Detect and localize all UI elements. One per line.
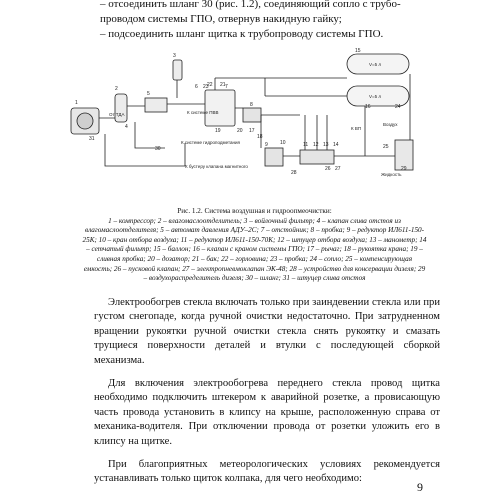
callout-number: 27 xyxy=(335,166,341,172)
callout-number: 6 xyxy=(195,84,198,90)
callout-number: 5 xyxy=(147,91,150,97)
label-air: Воздух xyxy=(383,122,398,127)
callout-number: 13 xyxy=(323,142,329,148)
label-to-brake: К бустеру клапана магнитного xyxy=(185,164,248,169)
callout-number: 9 xyxy=(265,142,268,148)
callout-number: 18 xyxy=(257,134,263,140)
paragraph-2: Для включения электрообогрева переднего стекла провод щитка необходимо подключить штекером к аварийной розетке, а провисающую часть провода установить в клипсу на крыше, расположенную справа от механика-водителя. При отключении провода от розетки уложить его в клипсу на щитке. xyxy=(94,378,440,447)
label-to-gpo: К системе гидроподметания xyxy=(181,140,240,145)
callout-number: 19 xyxy=(215,128,221,134)
valves-group xyxy=(300,150,334,164)
intro-instructions xyxy=(100,0,430,42)
branch-pipe xyxy=(135,122,165,148)
figure-caption xyxy=(82,207,427,284)
callout-number: 24 xyxy=(395,104,401,110)
moisture-separator xyxy=(115,94,127,122)
caption-title: Рис. 1.2. Система воздушная и гидроопмеочистки: xyxy=(177,207,332,215)
callout-number: 4 xyxy=(125,124,128,130)
callout-number: 10 xyxy=(280,140,286,146)
callout-number: 31 xyxy=(89,136,95,142)
body-text xyxy=(94,296,440,487)
callout-number: 23 xyxy=(203,84,209,90)
felt-filter xyxy=(173,60,182,80)
callout-number: 28 xyxy=(291,170,297,176)
label-tank-2: V=5 л xyxy=(369,94,382,99)
pressure-regulator xyxy=(145,98,167,112)
callout-number: 25 xyxy=(383,144,389,150)
valve-block xyxy=(243,108,261,122)
page-number: 9 xyxy=(417,480,423,494)
callout-number: 16 xyxy=(365,104,371,110)
callout-number: 30 xyxy=(155,146,161,152)
diagram-svg xyxy=(65,48,440,200)
label-fluid: Жидкость xyxy=(381,172,402,177)
caption-legend: 1 – компрессор; 2 – влагомаслоотделитель; 3 – войлочный фильтр; 4 – клапан слива отстоя из влагомаслоотделителя; 5 – автомат давления АДУ–2С; 7 – отстойник; 8 – пробка; 9 – редуктор ИЛ611-150-25К; 10 – кран отбора воздуха; 11 – редуктор ИЛ611-150-70К; 12 – штуцер отбора воздуха; 13 – манометр; 14 – сетчатый фильтр; 15 – баллон; 16 – клапан с краном системы ГПО; 17 – рычаг; 18 – рукоятка крана; 19 – сливная пробка; 20 – дозатор; 21 – бак; 22 – горловина; 23 – пробка; 24 – сопло; 25 – компенсирующая емкость; 26 – пусковой клапан; 27 – электропневмоклапан ЭК-48; 28 – устройство для консервации дизеля; 29 – воздухораспределитель дизеля; 30 – шланг; 31 – штуцер слива отстоя xyxy=(82,216,427,283)
intro-line-3: – подсоединить шланг щитка к трубопроводу системы ГПО. xyxy=(100,28,384,40)
label-to-pvv: К системе ПВВ xyxy=(187,110,219,115)
callout-number: 3 xyxy=(173,53,176,59)
callout-number: 12 xyxy=(313,142,319,148)
paragraph-1: Электрообогрев стекла включать только при заиндевении стекла или при густом снегопаде, когда ручной очистки недостаточно. При затрудненном вращении рукоятки ручной очистки стекла снять рукоятку и смазать трущиеся поверхности деталей и втулки с последующей сборкой механизма. xyxy=(94,297,440,366)
callout-number: 21 xyxy=(220,82,226,88)
air-hydraulic-system-diagram xyxy=(65,48,440,200)
callout-number: 17 xyxy=(249,128,255,134)
intro-line-1: – отсоединить шланг 30 (рис. 1.2), соединяющий сопло с трубо- xyxy=(100,0,401,10)
callout-number: 2 xyxy=(115,86,118,92)
paragraph-3: При благоприятных метеорологических условиях рекомендуется устанавливать только щиток колпака, для чего необходимо: xyxy=(94,459,440,485)
label-kvp: К ВП xyxy=(351,126,362,131)
callout-number: 26 xyxy=(325,166,331,172)
callout-number: 11 xyxy=(303,142,309,148)
compressor-wheel xyxy=(77,113,93,129)
callout-number: 22 xyxy=(207,82,213,88)
label-tank-1: V=5 л xyxy=(369,62,382,67)
callout-number: 8 xyxy=(250,102,253,108)
callout-number: 7 xyxy=(225,84,228,90)
label-from-tda: От ТДА xyxy=(109,112,125,117)
reducer xyxy=(265,148,283,166)
tank xyxy=(205,90,235,126)
callout-number: 14 xyxy=(333,142,339,148)
callout-number: 1 xyxy=(75,100,78,106)
callout-number: 15 xyxy=(355,48,361,54)
callout-number: 20 xyxy=(237,128,243,134)
intro-line-2: проводом системы ГПО, отвернув накидную гайку; xyxy=(100,13,342,25)
callout-number: 29 xyxy=(401,166,407,172)
